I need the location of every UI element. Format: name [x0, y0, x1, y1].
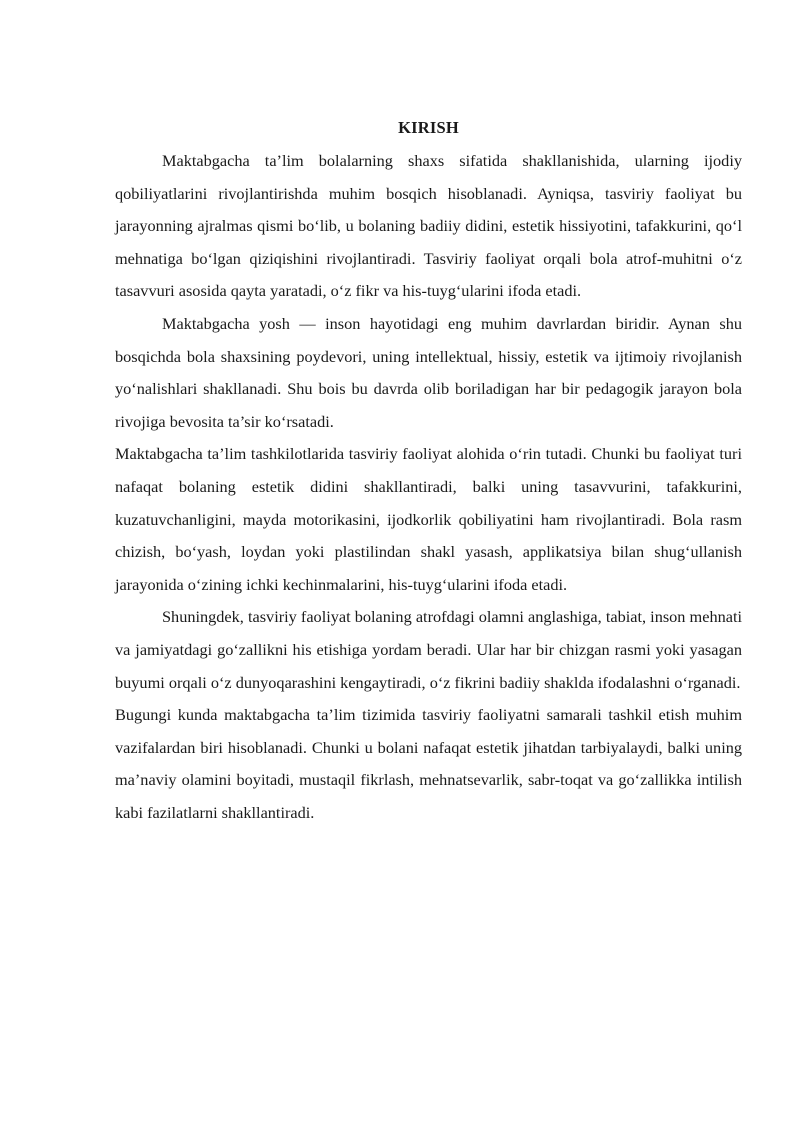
paragraph-1: Maktabgacha ta’lim bolalarning shaxs sifatida shakllanishida, ularning ijodiy qobiliyatlarini rivojlantirishda muhim bosqich hisoblanadi. Ayniqsa, tasviriy faoliyat bu jarayonning ajralmas qismi bo‘lib, u bolaning badiiy didini, estetik hissiyotini, tafakkurini, qo‘l mehnatiga bo‘lgan qiziqishini rivojlantiradi. Tasviriy faoliyat orqali bola atrof-muhitni o‘z tasavvuri asosida qayta yaratadi, o‘z fikr va his-tuyg‘ularini ifoda etadi.: [115, 151, 742, 301]
paragraph-3: Maktabgacha ta’lim tashkilotlarida tasviriy faoliyat alohida o‘rin tutadi. Chunki bu faoliyat turi nafaqat bolaning estetik didini shakllantiradi, balki uning tasavvurini, tafakkurini, kuzatuvchanligini, mayda motorikasini, ijodkorlik qobiliyatini ham rivojlantiradi. Bola rasm chizish, bo‘yash, loydan yoki plastilindan shakl yasash, applikatsiya bilan shug‘ullanish jarayonida o‘zining ichki kechinmalarini, his-tuyg‘ularini ifoda etadi.: [115, 444, 742, 594]
page-title: KIRISH: [398, 118, 459, 137]
document-body: [115, 113, 742, 829]
paragraph-4: Shuningdek, tasviriy faoliyat bolaning atrofdagi olamni anglashiga, tabiat, inson mehnati va jamiyatdagi go‘zallikni his etishiga yordam beradi. Ular har bir chizgan rasmi yoki yasagan buyumi orqali o‘z dunyoqarashini kengaytiradi, o‘z fikrini badiiy shaklda ifodalashni o‘rganadi.: [115, 607, 742, 692]
paragraph-2: Maktabgacha yosh — inson hayotidagi eng muhim davrlardan biridir. Aynan shu bosqichda bola shaxsining poydevori, uning intellektual, hissiy, estetik va ijtimoiy rivojlanish yo‘nalishlari shakllanadi. Shu bois bu davrda olib boriladigan har bir pedagogik jarayon bola rivojiga bevosita ta’sir ko‘rsatadi.: [115, 313, 742, 431]
paragraph-5: Bugungi kunda maktabgacha ta’lim tizimida tasviriy faoliyatni samarali tashkil etish muhim vazifalardan biri hisoblanadi. Chunki u bolani nafaqat estetik jihatdan tarbiyalaydi, balki uning ma’naviy olamini boyitadi, mustaqil fikrlash, mehnatsevarlik, sabr-toqat va go‘zallikka intilish kabi fazilatlarni shakllantiradi.: [115, 705, 742, 822]
